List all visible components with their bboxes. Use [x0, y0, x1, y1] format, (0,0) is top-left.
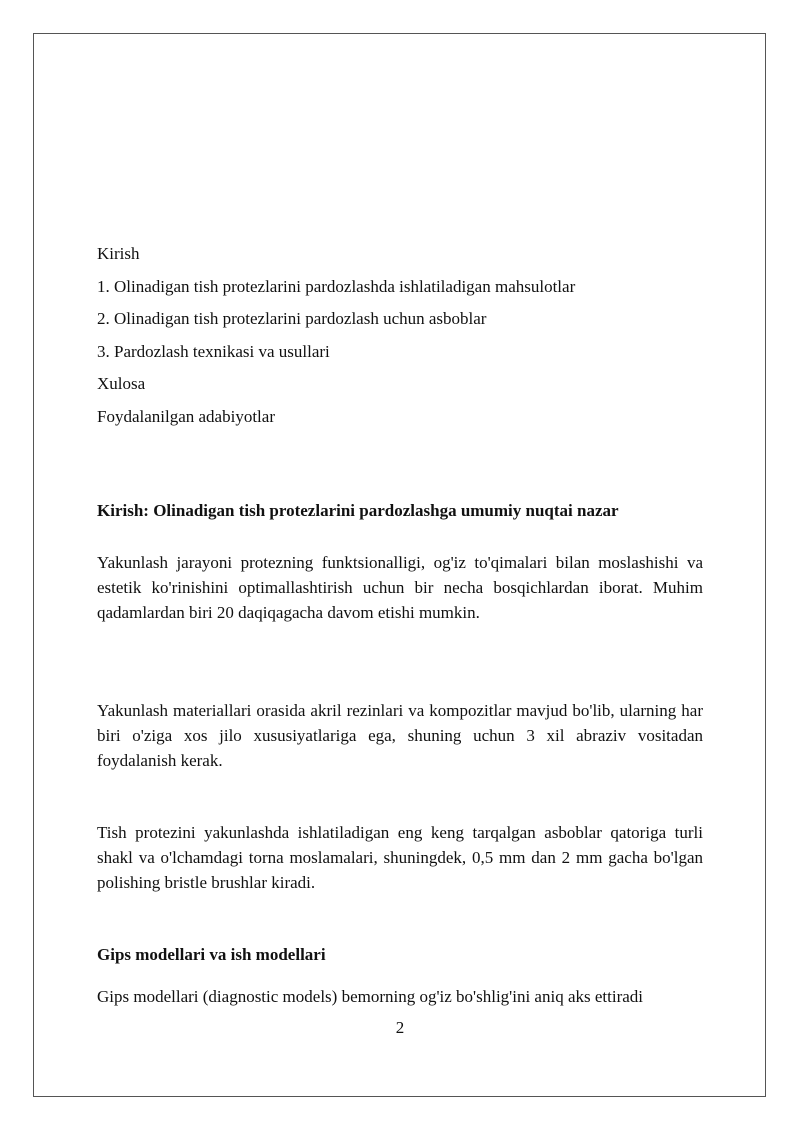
toc-item: Kirish — [97, 244, 140, 263]
page-number: 2 — [395, 1018, 405, 1037]
section-heading-intro: Kirish: Olinadigan tish protezlarini pardozlashga umumiy nuqtai nazar — [97, 501, 619, 520]
toc-item: Xulosa — [97, 374, 146, 394]
toc-item: 3. Pardozlash texnikasi va usullari — [97, 341, 330, 361]
toc-item: 2. Olinadigan tish protezlarini pardozlash uchun asboblar — [97, 309, 487, 329]
paragraph: Tish protezini yakunlashda ishlatiladigan eng keng tarqalgan asboblar qatoriga turli shakl va o'lchamdagi torna moslamalari, shuningdek, 0,5 mm dan 2 mm gacha bo'lgan polishing bristle brushlar kiradi. — [97, 823, 703, 892]
paragraph: Yakunlash jarayoni protezning funktsionalligi, og'iz to'qimalari bilan moslashishi va estetik ko'rinishini optimallashtirish uchun bir necha bosqichlardan iborat. Muhim qadamlardan biri 20 daqiqagacha davom etishi mumkin. — [97, 553, 703, 622]
section-heading-models: Gips modellari va ish modellari — [97, 945, 326, 964]
toc-item: 1. Olinadigan tish protezlarini pardozlashda ishlatiladigan mahsulotlar — [97, 276, 576, 296]
paragraph: Gips modellari (diagnostic models) bemorning og'iz bo'shlig'ini aniq aks ettiradi — [97, 987, 644, 1006]
paragraph: Yakunlash materiallari orasida akril rezinlari va kompozitlar mavjud bo'lib, ularning har biri o'ziga xos jilo xususiyatlariga ega, shuning uchun 3 xil abraziv vositadan foydalanish kerak. — [97, 701, 703, 770]
toc-item: Foydalanilgan adabiyotlar — [97, 406, 275, 426]
table-of-contents — [97, 241, 703, 437]
